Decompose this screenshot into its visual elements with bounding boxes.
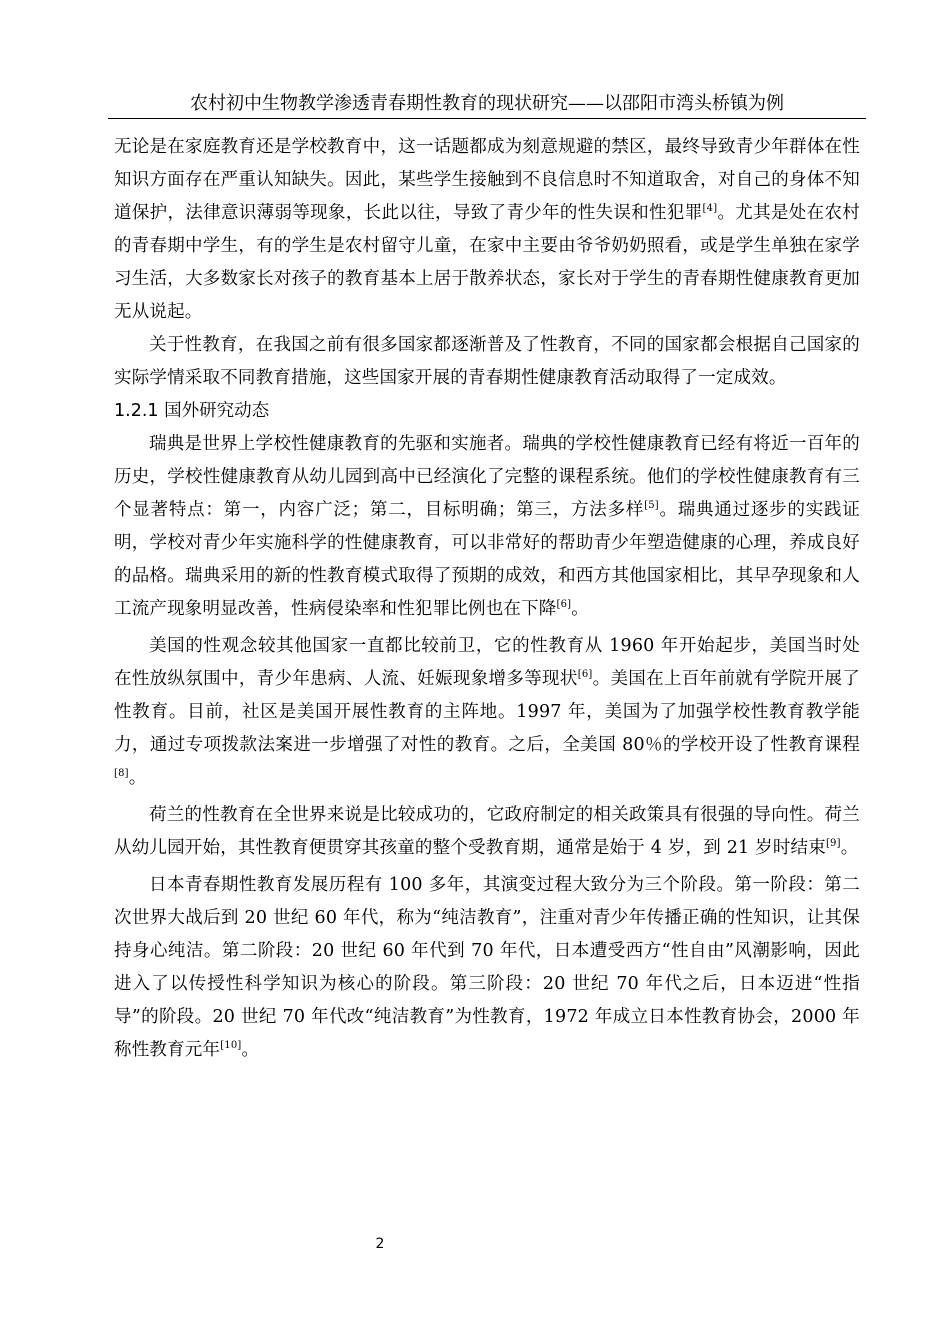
citation-ref: [4] — [702, 203, 718, 214]
paragraph-text: 。 — [128, 768, 147, 788]
paragraph-text: 。 — [840, 838, 859, 858]
paragraph-text: 关于性教育，在我国之前有很多国家都逐渐普及了性教育，不同的国家都会根据自己国家的实际学情采取不同教育措施，这些国家开展的青春期性健康教育活动取得了一定成效。 — [114, 335, 860, 388]
paragraph — [114, 630, 860, 795]
paragraph — [114, 869, 860, 1067]
paragraph-text: 日本青春期性教育发展历程有 100 多年，其演变过程大致分为三个阶段。第一阶段：第二次世界大战后到 20 世纪 60 年代，称为“纯洁教育”，注重对青少年传播正确的性知识，让其保持身心纯洁。第二阶段：20 世纪 60 年代到 70 年代，日本遭受西方“性自由”风潮影响，因此进入了以传授性科学知识为核心的阶段。第三阶段：20 世纪 70 年代之后，日本迈进“性指导”的阶段。20 世纪 70 年代改“纯洁教育”为性教育，1972 年成立日本性教育协会，2000 年称性教育元年 — [114, 875, 860, 1060]
document-body — [114, 131, 860, 1067]
paragraph-text: 美国的性观念较其他国家一直都比较前卫，它的性教育从 1960 年开始起步，美国当时处在性放纵氛围中，青少年患病、人流、妊娠现象增多等现状 — [114, 636, 860, 689]
paragraph — [114, 428, 860, 626]
citation-ref: [5] — [644, 500, 659, 511]
citation-ref: [6] — [556, 599, 572, 610]
citation-ref: [6] — [577, 669, 593, 680]
paragraph — [114, 329, 860, 395]
paragraph — [114, 131, 860, 329]
section-heading — [114, 395, 860, 428]
paragraph-text: 无论是在家庭教育还是学校教育中，这一话题都成为刻意规避的禁区，最终导致青少年群体在性知识方面存在严重认知缺失。因此，某些学生接触到不良信息时不知道取舍，对自己的身体不知道保护，法律意识薄弱等现象，长此以往，导致了青少年的性失误和性犯罪 — [114, 137, 860, 223]
citation-ref: [8] — [114, 768, 129, 779]
paragraph-text: 。 — [241, 1040, 260, 1060]
paragraph-text: 。 — [571, 599, 589, 619]
page-number — [0, 1236, 760, 1252]
section-heading-text: 1.2.1 国外研究动态 — [114, 401, 270, 421]
paragraph-text: 。尤其是处在农村的青春期中学生，有的学生是农村留守儿童，在家中主要由爷爷奶奶照看，或是学生单独在家学习生活，大多数家长对孩子的教育基本上居于散养状态，家长对于学生的青春期性健康教育更加无从说起。 — [114, 203, 860, 322]
paragraph-text: 。美国在上百年前就有学院开展了性教育。目前，社区是美国开展性教育的主阵地。1997 年，美国为了加强学校性教育教学能力，通过专项拨款法案进一步增强了对性的教育。之后，全美国 80％的学校开设了性教育课程 — [114, 669, 861, 755]
citation-ref: [10] — [220, 1040, 242, 1051]
paragraph — [114, 799, 860, 865]
running-header — [108, 92, 866, 119]
paragraph-text: 。瑞典通过逐步的实践证明，学校对青少年实施科学的性健康教育，可以非常好的帮助青少年塑造健康的心理，养成良好的品格。瑞典采用的新的性教育模式取得了预期的成效，和西方其他国家相比，其早孕现象和人工流产现象明显改善，性病侵染率和性犯罪比例也在下降 — [114, 500, 860, 619]
paragraph-text: 瑞典是世界上学校性健康教育的先驱和实施者。瑞典的学校性健康教育已经有将近一百年的历史，学校性健康教育从幼儿园到高中已经演化了完整的课程系统。他们的学校性健康教育有三个显著特点：第一，内容广泛；第二，目标明确；第三，方法多样 — [114, 434, 860, 520]
running-header-title: 农村初中生物教学渗透青春期性教育的现状研究——以邵阳市湾头桥镇为例 — [190, 93, 784, 114]
citation-ref: [9] — [825, 838, 841, 849]
paragraph-text: 荷兰的性教育在全世界来说是比较成功的，它政府制定的相关政策具有很强的导向性。荷兰从幼儿园开始，其性教育便贯穿其孩童的整个受教育期，通常是始于 4 岁，到 21 岁时结束 — [114, 805, 860, 858]
page-number-text: 2 — [375, 1236, 385, 1252]
